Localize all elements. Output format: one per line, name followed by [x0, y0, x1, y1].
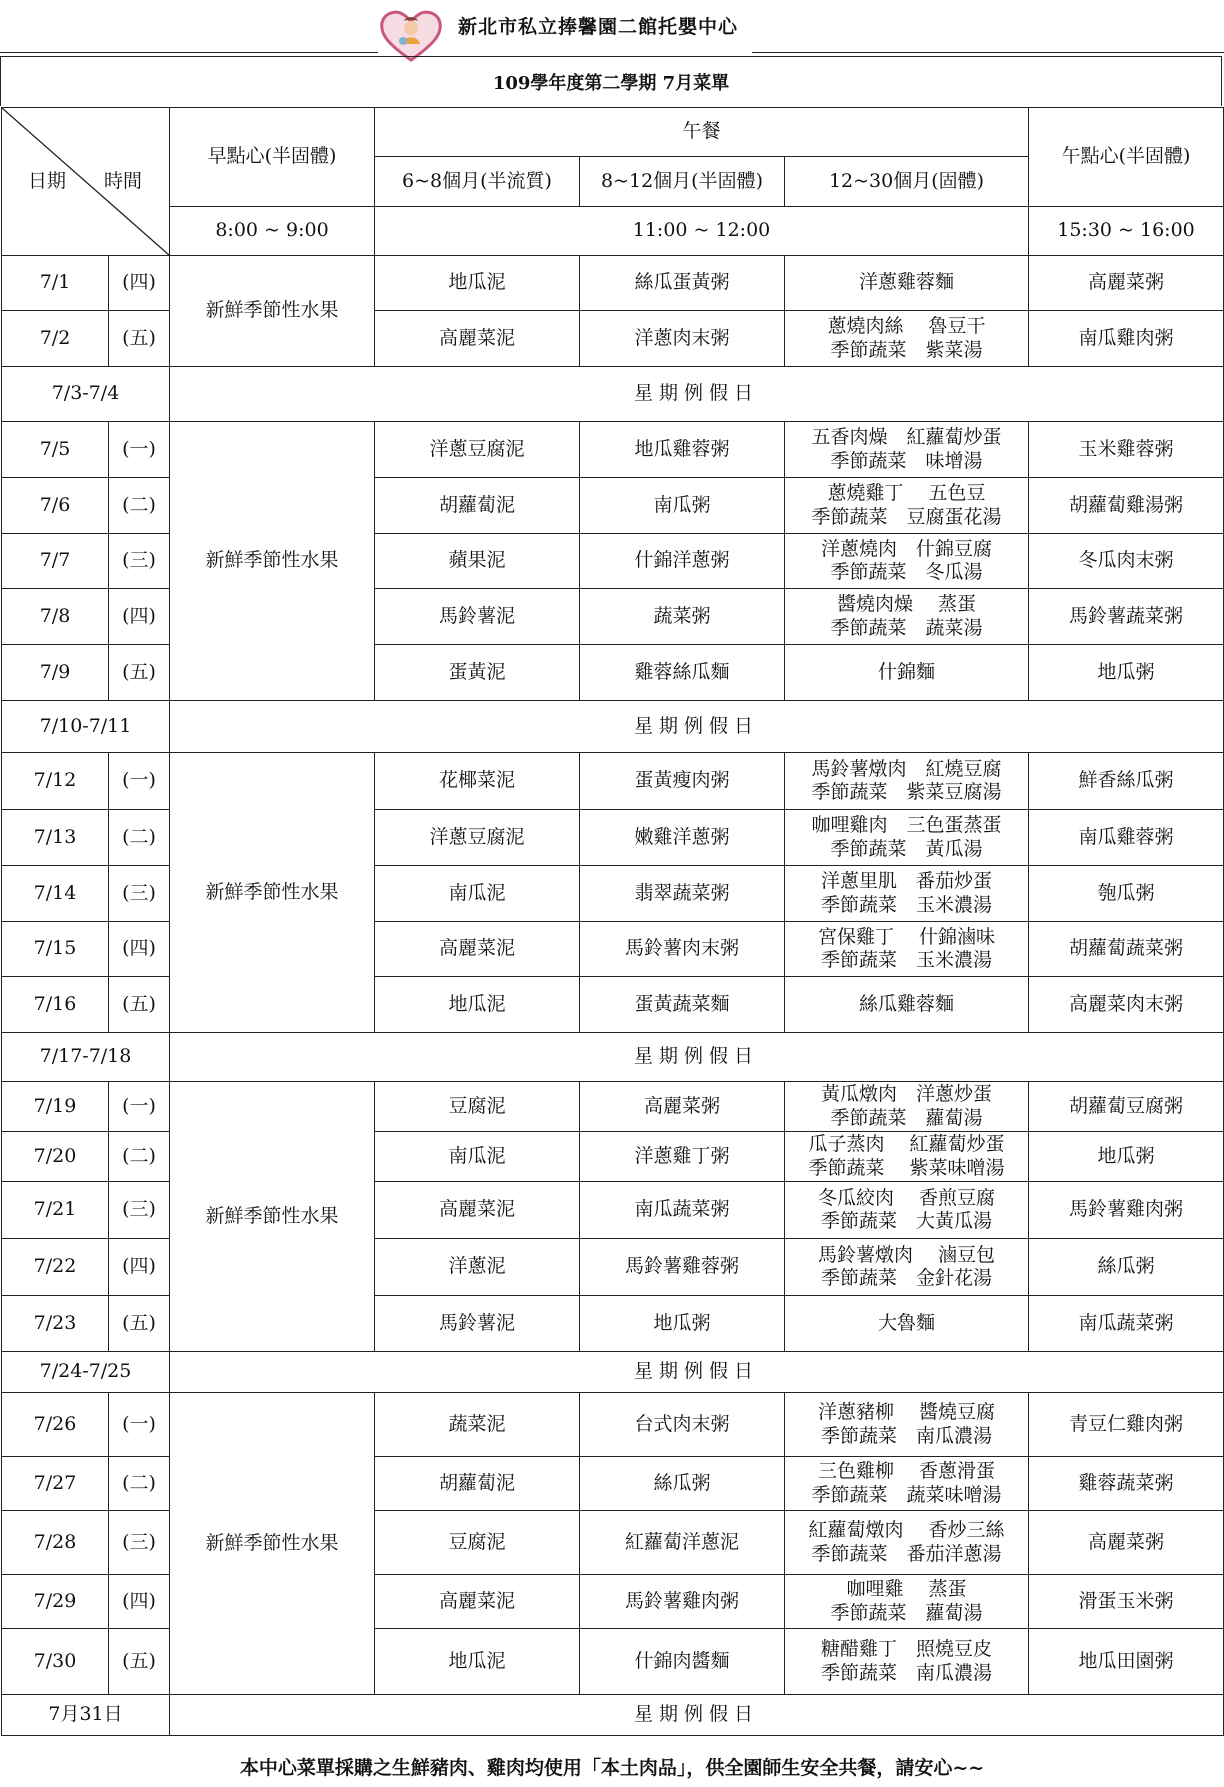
- lunch-solid-cell: [785, 311, 1029, 367]
- lunch-solid-cell: [785, 1182, 1029, 1239]
- lunch-header: 午餐: [375, 108, 1029, 157]
- porridge-cell: 絲瓜蛋黃粥: [580, 256, 785, 311]
- afternoon-snack-header: 午點心(半固體): [1029, 108, 1224, 207]
- porridge-cell: 什錦肉醬麵: [580, 1629, 785, 1695]
- date-cell: 7/2: [2, 311, 109, 367]
- lunch-solid-line-2: 季節蔬菜 蘿蔔湯: [830, 1601, 983, 1624]
- lunch-solid-cell: [785, 1575, 1029, 1629]
- date-cell: 7/6: [2, 478, 109, 534]
- afternoon-snack-cell: 馬鈴薯雞肉粥: [1029, 1182, 1224, 1239]
- porridge-cell: 絲瓜粥: [580, 1457, 785, 1511]
- puree-cell: 地瓜泥: [375, 977, 580, 1033]
- puree-cell: 高麗菜泥: [375, 311, 580, 367]
- lunch-solid-line-1: 馬鈴薯燉肉 滷豆包: [817, 1243, 996, 1266]
- date-cell: 7/13: [2, 810, 109, 866]
- weekday-cell: (四): [109, 1239, 170, 1296]
- holiday-date-cell: 7月31日: [2, 1695, 170, 1736]
- lunch-solid-line-1: 洋蔥雞蓉麵: [859, 271, 955, 294]
- afternoon-snack-cell: 馬鈴薯蔬菜粥: [1029, 589, 1224, 645]
- lunch-solid-cell: [785, 256, 1029, 311]
- afternoon-time: 15:30 ~ 16:00: [1029, 207, 1224, 256]
- lunch-8-12-header: 8~12個月(半固體): [580, 157, 785, 207]
- porridge-cell: 地瓜粥: [580, 1296, 785, 1352]
- porridge-cell: 雞蓉絲瓜麵: [580, 645, 785, 701]
- date-cell: 7/8: [2, 589, 109, 645]
- lunch-solid-line-2: 季節蔬菜 紫菜豆腐湯: [811, 781, 1002, 803]
- weekday-cell: (一): [109, 753, 170, 810]
- holiday-label-cell: 星期例假日: [170, 701, 1224, 753]
- porridge-cell: 翡翠蔬菜粥: [580, 866, 785, 922]
- porridge-cell: 地瓜雞蓉粥: [580, 422, 785, 478]
- subtitle-box: [0, 56, 1222, 106]
- lunch-solid-line-1: 瓜子蒸肉 紅蘿蔔炒蛋: [808, 1133, 1005, 1156]
- lunch-solid-line-2: 季節蔬菜 冬瓜湯: [830, 561, 983, 583]
- lunch-solid-cell: [785, 1132, 1029, 1182]
- date-cell: 7/15: [2, 922, 109, 977]
- menu-row: [2, 753, 1224, 810]
- date-cell: 7/9: [2, 645, 109, 701]
- puree-cell: 南瓜泥: [375, 866, 580, 922]
- lunch-solid-cell: [785, 1393, 1029, 1457]
- lunch-solid-line-2: 季節蔬菜 蔬菜湯: [830, 616, 983, 639]
- holiday-label-cell: 星期例假日: [170, 367, 1224, 422]
- afternoon-snack-cell: 地瓜粥: [1029, 1132, 1224, 1182]
- afternoon-snack-cell: 雞蓉蔬菜粥: [1029, 1457, 1224, 1511]
- footer-note: 本中心菜單採購之生鮮豬肉、雞肉均使用「本土肉品」，供全園師生安全共餐，請安心~~: [239, 1757, 985, 1779]
- morning-time: 8:00 ~ 9:00: [170, 207, 375, 256]
- weekday-cell: (二): [109, 1132, 170, 1182]
- holiday-date-cell: 7/24-7/25: [2, 1352, 170, 1393]
- holiday-date-cell: 7/10-7/11: [2, 701, 170, 753]
- lunch-solid-line-1: 咖哩雞肉 三色蛋蒸蛋: [811, 814, 1002, 837]
- afternoon-snack-cell: 絲瓜粥: [1029, 1239, 1224, 1296]
- afternoon-snack-cell: 玉米雞蓉粥: [1029, 422, 1224, 478]
- porridge-cell: 高麗菜粥: [580, 1082, 785, 1132]
- date-cell: 7/20: [2, 1132, 109, 1182]
- date-cell: 7/14: [2, 866, 109, 922]
- lunch-6-8-header: 6~8個月(半流質): [375, 157, 580, 207]
- lunch-solid-line-2: 季節蔬菜 番茄洋蔥湯: [811, 1542, 1002, 1565]
- weekday-cell: (五): [109, 1629, 170, 1695]
- holiday-label-cell: 星期例假日: [170, 1033, 1224, 1082]
- holiday-date-cell: 7/17-7/18: [2, 1033, 170, 1082]
- lunch-solid-line-2: 季節蔬菜 黃瓜湯: [830, 837, 983, 860]
- afternoon-snack-cell: 胡蘿蔔雞湯粥: [1029, 478, 1224, 534]
- lunch-solid-line-1: 三色雞柳 香蔥滑蛋: [817, 1460, 996, 1483]
- menu-row: [2, 1082, 1224, 1132]
- puree-cell: 高麗菜泥: [375, 1575, 580, 1629]
- puree-cell: 胡蘿蔔泥: [375, 1457, 580, 1511]
- date-cell: 7/22: [2, 1239, 109, 1296]
- lunch-solid-line-2: 季節蔬菜 蔬菜味噌湯: [811, 1483, 1002, 1506]
- header-divider-left: [0, 52, 378, 53]
- lunch-solid-line-1: 糖醋雞丁 照燒豆皮: [821, 1638, 993, 1661]
- menu-row: [2, 1393, 1224, 1457]
- porridge-cell: 南瓜粥: [580, 478, 785, 534]
- weekday-cell: (五): [109, 1296, 170, 1352]
- lunch-solid-line-1: 洋蔥燒肉 什錦豆腐: [821, 537, 993, 560]
- date-cell: 7/1: [2, 256, 109, 311]
- afternoon-snack-cell: 南瓜雞蓉粥: [1029, 810, 1224, 866]
- afternoon-snack-cell: 冬瓜肉末粥: [1029, 534, 1224, 589]
- lunch-solid-cell: [785, 1629, 1029, 1695]
- holiday-row: [2, 1033, 1224, 1082]
- lunch-solid-line-2: 季節蔬菜 南瓜濃湯: [821, 1661, 993, 1684]
- morning-snack-header: 早點心(半固體): [170, 108, 375, 207]
- fruit-cell: 新鮮季節性水果: [170, 753, 375, 1033]
- lunch-solid-line-1: 蔥燒雞丁 五色豆: [827, 482, 986, 505]
- date-cell: 7/29: [2, 1575, 109, 1629]
- lunch-solid-line-1: 咖哩雞 蒸蛋: [846, 1578, 967, 1601]
- puree-cell: 蔬菜泥: [375, 1393, 580, 1457]
- afternoon-snack-cell: 胡蘿蔔豆腐粥: [1029, 1082, 1224, 1132]
- puree-cell: 洋蔥豆腐泥: [375, 422, 580, 478]
- menu-table: [1, 107, 1224, 1736]
- lunch-solid-line-1: 宮保雞丁 什錦滷味: [817, 925, 996, 948]
- time-label: 時間: [104, 170, 143, 192]
- holiday-row: [2, 1352, 1224, 1393]
- weekday-cell: (三): [109, 1182, 170, 1239]
- lunch-solid-cell: [785, 422, 1029, 478]
- puree-cell: 花椰菜泥: [375, 753, 580, 810]
- lunch-solid-cell: [785, 753, 1029, 810]
- fruit-cell: 新鮮季節性水果: [170, 1393, 375, 1695]
- lunch-solid-cell: [785, 977, 1029, 1033]
- lunch-solid-line-2: 季節蔬菜 金針花湯: [821, 1267, 993, 1289]
- holiday-label-cell: 星期例假日: [170, 1352, 1224, 1393]
- fruit-cell: 新鮮季節性水果: [170, 422, 375, 701]
- lunch-solid-line-1: 馬鈴薯燉肉 紅燒豆腐: [811, 757, 1002, 780]
- lunch-solid-line-1: 蔥燒肉絲 魯豆干: [827, 315, 986, 338]
- lunch-solid-line-1: 大魯麵: [878, 1311, 936, 1334]
- date-time-header: [2, 108, 170, 256]
- lunch-solid-cell: [785, 1457, 1029, 1511]
- date-cell: 7/5: [2, 422, 109, 478]
- lunch-solid-line-2: 季節蔬菜 豆腐蛋花湯: [811, 505, 1002, 528]
- lunch-solid-line-2: 季節蔬菜 南瓜濃湯: [821, 1424, 993, 1447]
- lunch-solid-line-1: 冬瓜絞肉 香煎豆腐: [817, 1186, 996, 1209]
- lunch-12-30-header: 12~30個月(固體): [785, 157, 1029, 207]
- weekday-cell: (五): [109, 977, 170, 1033]
- afternoon-snack-cell: 地瓜粥: [1029, 645, 1224, 701]
- date-cell: 7/26: [2, 1393, 109, 1457]
- lunch-solid-cell: [785, 810, 1029, 866]
- afternoon-snack-cell: 滑蛋玉米粥: [1029, 1575, 1224, 1629]
- weekday-cell: (五): [109, 311, 170, 367]
- weekday-cell: (三): [109, 534, 170, 589]
- weekday-cell: (一): [109, 1082, 170, 1132]
- porridge-cell: 蛋黃蔬菜麵: [580, 977, 785, 1033]
- date-cell: 7/23: [2, 1296, 109, 1352]
- lunch-solid-cell: [785, 1296, 1029, 1352]
- afternoon-snack-cell: 高麗菜粥: [1029, 256, 1224, 311]
- date-label: 日期: [28, 170, 67, 192]
- holiday-row: [2, 367, 1224, 422]
- weekday-cell: (四): [109, 1575, 170, 1629]
- lunch-solid-cell: [785, 589, 1029, 645]
- weekday-cell: (四): [109, 922, 170, 977]
- lunch-solid-line-1: 紅蘿蔔燉肉 香炒三絲: [808, 1519, 1005, 1542]
- holiday-date-cell: 7/3-7/4: [2, 367, 170, 422]
- lunch-solid-cell: [785, 866, 1029, 922]
- header-divider-right: [752, 52, 1224, 53]
- puree-cell: 高麗菜泥: [375, 1182, 580, 1239]
- afternoon-snack-cell: 南瓜雞肉粥: [1029, 311, 1224, 367]
- porridge-cell: 馬鈴薯雞肉粥: [580, 1575, 785, 1629]
- menu-row: [2, 256, 1224, 311]
- lunch-solid-line-2: 季節蔬菜 玉米濃湯: [821, 949, 993, 971]
- weekday-cell: (二): [109, 810, 170, 866]
- date-cell: 7/30: [2, 1629, 109, 1695]
- puree-cell: 馬鈴薯泥: [375, 589, 580, 645]
- lunch-solid-cell: [785, 1082, 1029, 1132]
- puree-cell: 高麗菜泥: [375, 922, 580, 977]
- fruit-cell: 新鮮季節性水果: [170, 1082, 375, 1352]
- holiday-label-cell: 星期例假日: [170, 1695, 1224, 1736]
- lunch-solid-line-1: 洋蔥里肌 番茄炒蛋: [821, 870, 993, 893]
- lunch-solid-line-2: 季節蔬菜 味增湯: [830, 449, 983, 472]
- weekday-cell: (五): [109, 645, 170, 701]
- lunch-time: 11:00 ~ 12:00: [375, 207, 1029, 256]
- lunch-solid-cell: [785, 645, 1029, 701]
- date-cell: 7/12: [2, 753, 109, 810]
- puree-cell: 南瓜泥: [375, 1132, 580, 1182]
- lunch-solid-line-2: 季節蔬菜 玉米濃湯: [821, 893, 993, 916]
- date-cell: 7/27: [2, 1457, 109, 1511]
- porridge-cell: 馬鈴薯肉末粥: [580, 922, 785, 977]
- weekday-cell: (三): [109, 866, 170, 922]
- date-cell: 7/19: [2, 1082, 109, 1132]
- lunch-solid-line-1: 五香肉燥 紅蘿蔔炒蛋: [811, 426, 1002, 449]
- porridge-cell: 馬鈴薯雞蓉粥: [580, 1239, 785, 1296]
- holiday-row: [2, 1695, 1224, 1736]
- puree-cell: 蛋黃泥: [375, 645, 580, 701]
- puree-cell: 洋蔥豆腐泥: [375, 810, 580, 866]
- afternoon-snack-cell: 鮮香絲瓜粥: [1029, 753, 1224, 810]
- puree-cell: 地瓜泥: [375, 256, 580, 311]
- puree-cell: 胡蘿蔔泥: [375, 478, 580, 534]
- porridge-cell: 洋蔥肉末粥: [580, 311, 785, 367]
- puree-cell: 馬鈴薯泥: [375, 1296, 580, 1352]
- puree-cell: 蘋果泥: [375, 534, 580, 589]
- date-cell: 7/7: [2, 534, 109, 589]
- date-cell: 7/16: [2, 977, 109, 1033]
- lunch-solid-line-2: 季節蔬菜 紫菜湯: [830, 338, 983, 361]
- porridge-cell: 什錦洋蔥粥: [580, 534, 785, 589]
- center-name: 新北市私立捧馨園二館托嬰中心: [458, 16, 739, 38]
- afternoon-snack-cell: 高麗菜粥: [1029, 1511, 1224, 1575]
- weekday-cell: (一): [109, 422, 170, 478]
- porridge-cell: 台式肉末粥: [580, 1393, 785, 1457]
- weekday-cell: (三): [109, 1511, 170, 1575]
- menu-subtitle: 109學年度第二學期 7月菜單: [492, 73, 730, 94]
- lunch-solid-cell: [785, 1239, 1029, 1296]
- lunch-solid-cell: [785, 478, 1029, 534]
- page-header: [0, 0, 1224, 56]
- weekday-cell: (一): [109, 1393, 170, 1457]
- lunch-solid-cell: [785, 534, 1029, 589]
- afternoon-snack-cell: 地瓜田園粥: [1029, 1629, 1224, 1695]
- menu-row: [2, 422, 1224, 478]
- date-cell: 7/21: [2, 1182, 109, 1239]
- lunch-solid-line-1: 什錦麵: [878, 660, 936, 683]
- puree-cell: 豆腐泥: [375, 1511, 580, 1575]
- afternoon-snack-cell: 高麗菜肉末粥: [1029, 977, 1224, 1033]
- afternoon-snack-cell: 青豆仁雞肉粥: [1029, 1393, 1224, 1457]
- puree-cell: 地瓜泥: [375, 1629, 580, 1695]
- porridge-cell: 蔬菜粥: [580, 589, 785, 645]
- afternoon-snack-cell: 匏瓜粥: [1029, 866, 1224, 922]
- lunch-solid-line-2: 季節蔬菜 大黃瓜湯: [821, 1210, 993, 1232]
- lunch-solid-line-1: 絲瓜雞蓉麵: [859, 992, 955, 1015]
- date-cell: 7/28: [2, 1511, 109, 1575]
- lunch-solid-cell: [785, 922, 1029, 977]
- lunch-solid-line-2: 季節蔬菜 紫菜味噌湯: [808, 1156, 1005, 1179]
- porridge-cell: 蛋黃瘦肉粥: [580, 753, 785, 810]
- lunch-solid-line-1: 黃瓜燉肉 洋蔥炒蛋: [821, 1083, 993, 1106]
- porridge-cell: 洋蔥雞丁粥: [580, 1132, 785, 1182]
- weekday-cell: (二): [109, 1457, 170, 1511]
- weekday-cell: (四): [109, 256, 170, 311]
- lunch-solid-line-1: 醬燒肉燥 蒸蛋: [836, 593, 977, 616]
- lunch-solid-line-2: 季節蔬菜 蘿蔔湯: [830, 1106, 983, 1129]
- porridge-cell: 紅蘿蔔洋蔥泥: [580, 1511, 785, 1575]
- porridge-cell: 南瓜蔬菜粥: [580, 1182, 785, 1239]
- weekday-cell: (四): [109, 589, 170, 645]
- fruit-cell: 新鮮季節性水果: [170, 256, 375, 367]
- porridge-cell: 嫩雞洋蔥粥: [580, 810, 785, 866]
- puree-cell: 豆腐泥: [375, 1082, 580, 1132]
- afternoon-snack-cell: 南瓜蔬菜粥: [1029, 1296, 1224, 1352]
- puree-cell: 洋蔥泥: [375, 1239, 580, 1296]
- lunch-solid-line-1: 洋蔥豬柳 醬燒豆腐: [817, 1401, 996, 1424]
- holiday-row: [2, 701, 1224, 753]
- afternoon-snack-cell: 胡蘿蔔蔬菜粥: [1029, 922, 1224, 977]
- weekday-cell: (二): [109, 478, 170, 534]
- lunch-solid-cell: [785, 1511, 1029, 1575]
